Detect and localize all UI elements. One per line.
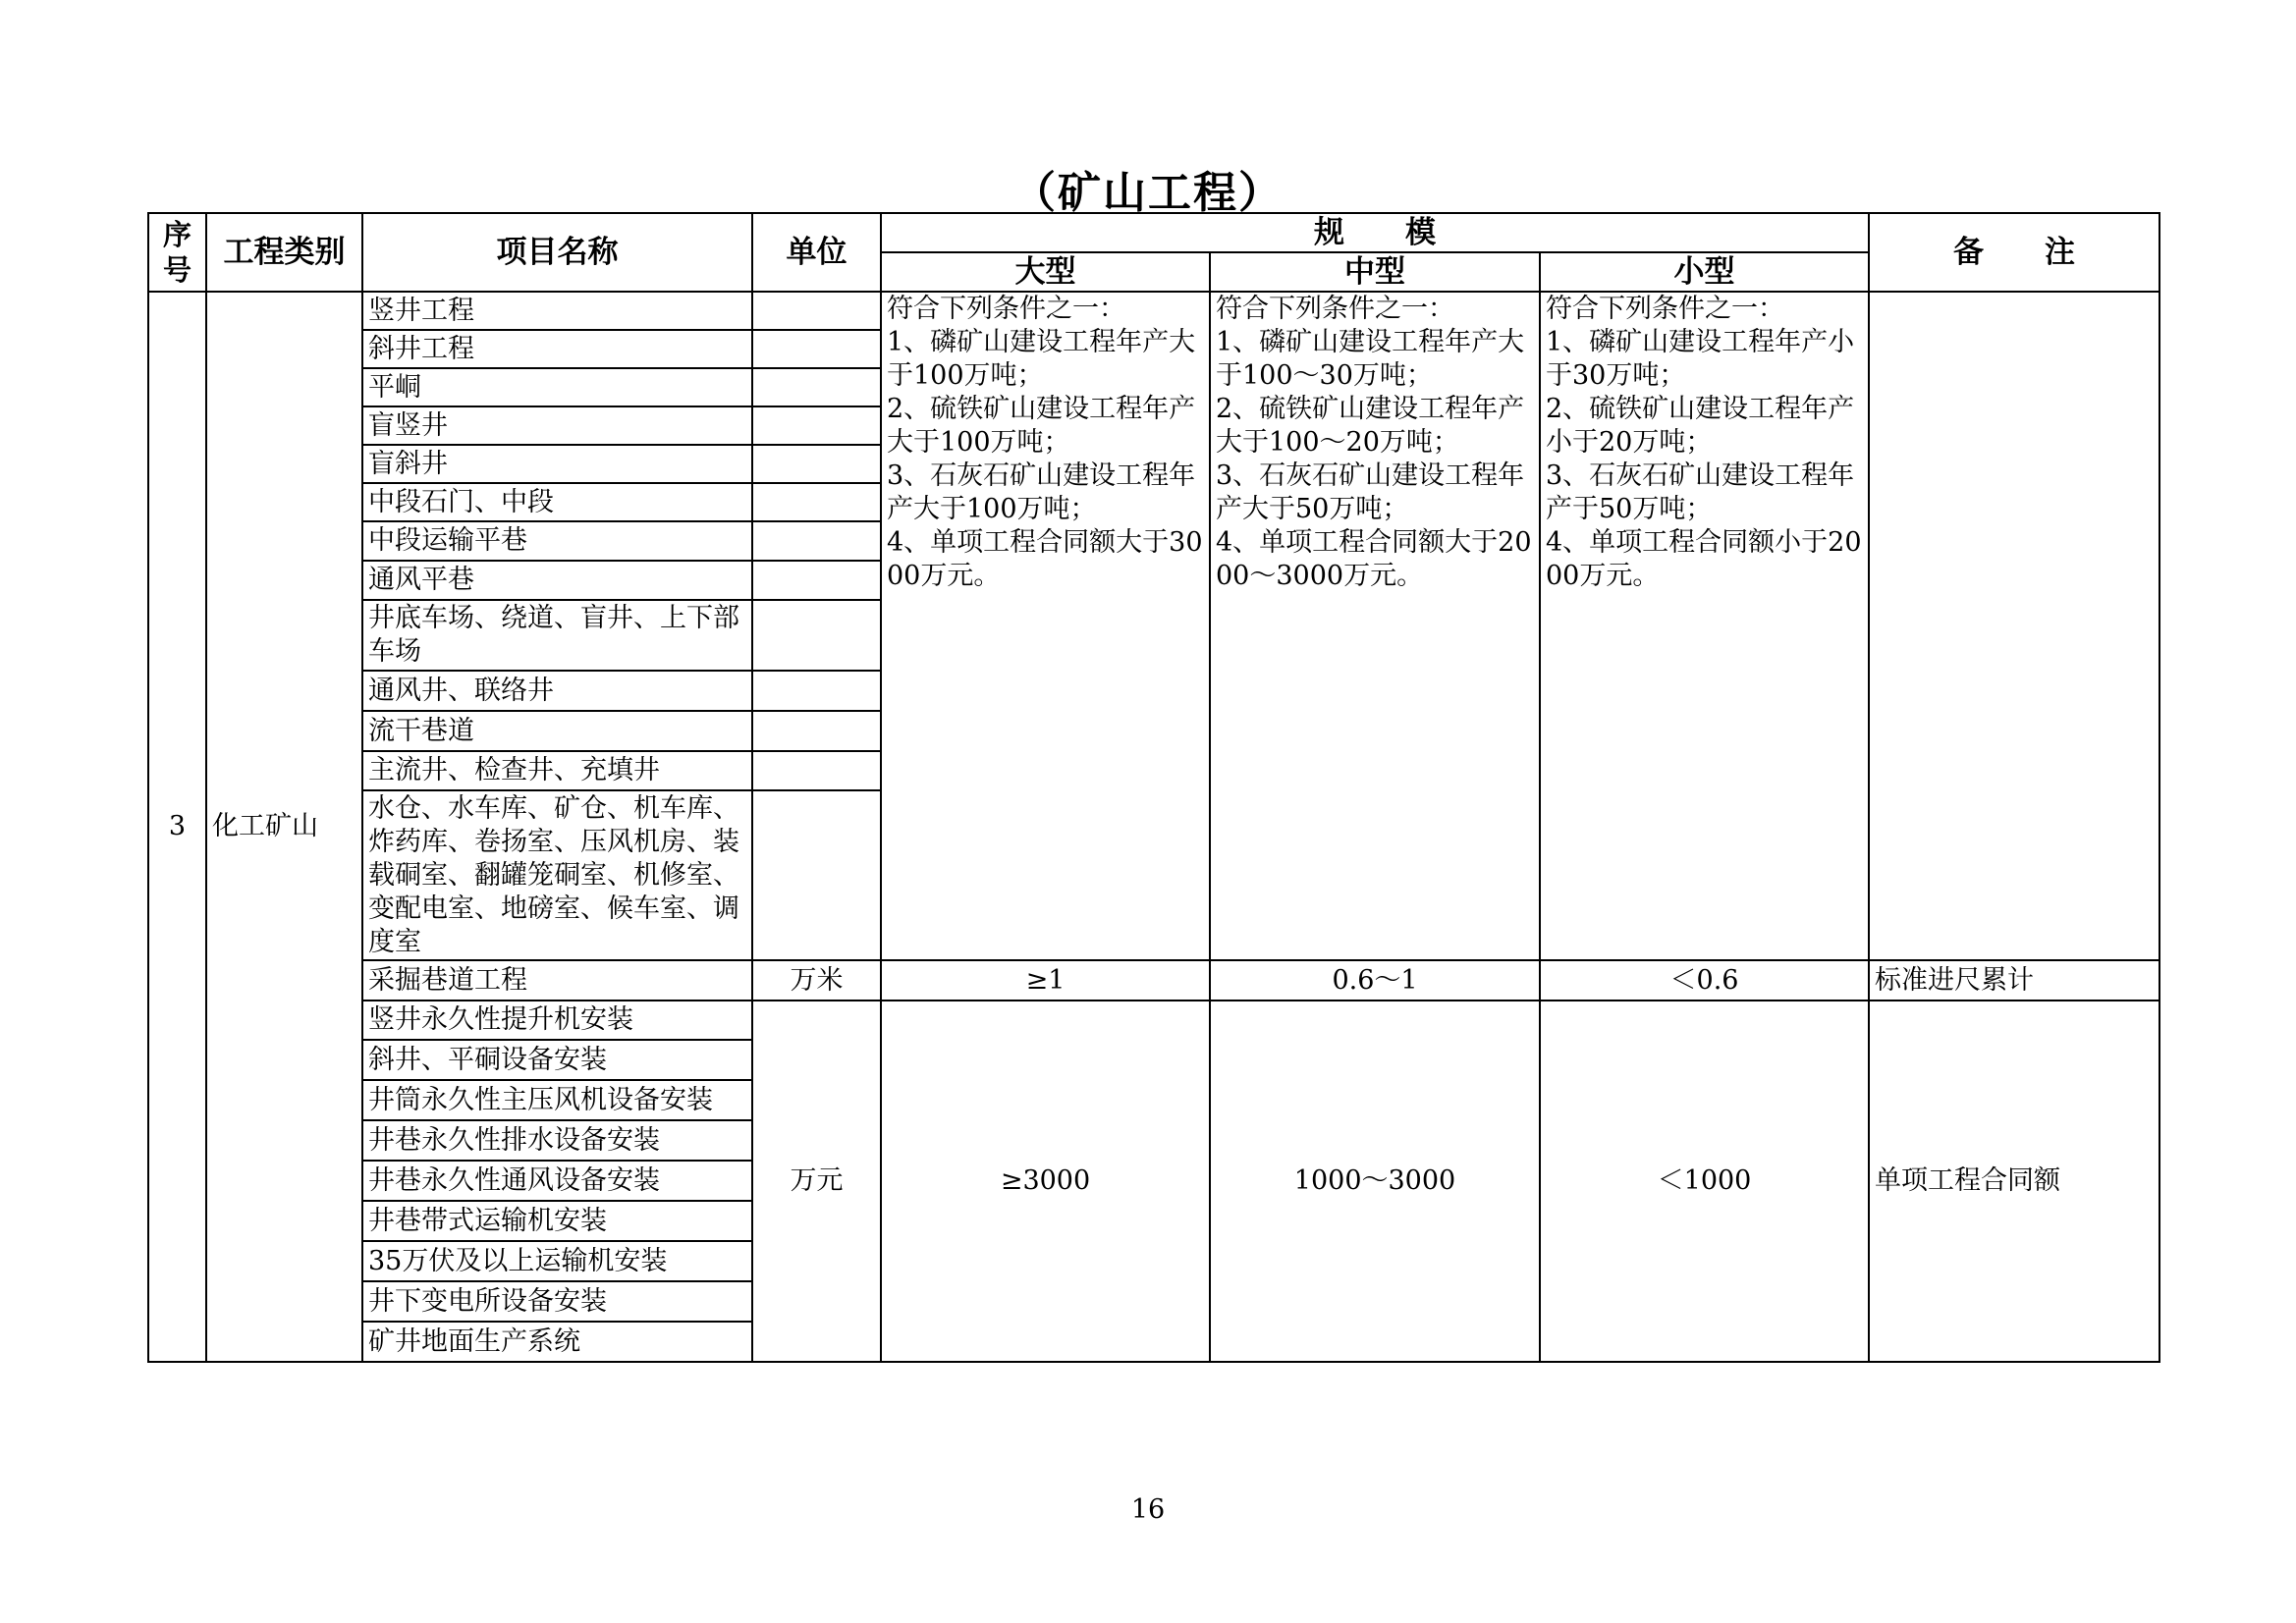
group2-large: ≥1	[881, 960, 1210, 1001]
group2-unit: 万米	[752, 960, 881, 1001]
unit-cell	[752, 790, 881, 960]
group1-remark	[1869, 292, 2159, 960]
header-item: 项目名称	[362, 213, 752, 292]
item-name: 竖井工程	[362, 292, 752, 330]
unit-cell	[752, 521, 881, 561]
header-unit: 单位	[752, 213, 881, 292]
item-name: 中段石门、中段	[362, 483, 752, 521]
unit-cell	[752, 483, 881, 521]
unit-cell	[752, 292, 881, 330]
item-name: 井巷永久性通风设备安装	[362, 1161, 752, 1201]
unit-cell	[752, 711, 881, 751]
unit-cell	[752, 671, 881, 711]
item-name: 中段运输平巷	[362, 521, 752, 561]
item-name: 井筒永久性主压风机设备安装	[362, 1080, 752, 1120]
header-seq: 序号	[148, 213, 206, 292]
row-category: 化工矿山	[206, 292, 362, 1362]
header-scale: 规 模	[881, 213, 1869, 252]
item-name: 斜井工程	[362, 330, 752, 368]
item-name: 井巷永久性排水设备安装	[362, 1120, 752, 1161]
group3-unit: 万元	[752, 1001, 881, 1362]
page-number: 16	[1130, 1494, 1166, 1525]
item-name: 通风井、联络井	[362, 671, 752, 711]
group2-medium: 0.6～1	[1210, 960, 1540, 1001]
header-remark: 备 注	[1869, 213, 2159, 292]
item-name: 井下变电所设备安装	[362, 1281, 752, 1322]
group1-large: 符合下列条件之一： 1、磷矿山建设工程年产大于100万吨； 2、硫铁矿山建设工程年产大于100万吨； 3、石灰石矿山建设工程年产大于100万吨； 4、单项工程合同额大于3000万元。	[881, 292, 1210, 960]
mining-scale-table	[147, 212, 2160, 1363]
unit-cell	[752, 406, 881, 445]
item-name: 盲竖井	[362, 406, 752, 445]
item-name: 矿井地面生产系统	[362, 1322, 752, 1362]
group1-medium: 符合下列条件之一： 1、磷矿山建设工程年产大于100～30万吨； 2、硫铁矿山建设工程年产大于100～20万吨； 3、石灰石矿山建设工程年产大于50万吨； 4、单项工程合同额大于2000～3000万元。	[1210, 292, 1540, 960]
header-large: 大型	[881, 252, 1210, 292]
group3-remark: 单项工程合同额	[1869, 1001, 2159, 1362]
item-name: 斜井、平硐设备安装	[362, 1040, 752, 1080]
row-seq: 3	[148, 292, 206, 1362]
group3-large: ≥3000	[881, 1001, 1210, 1362]
group2-remark: 标准进尺累计	[1869, 960, 2159, 1001]
group2-small: ＜0.6	[1540, 960, 1869, 1001]
item-name: 通风平巷	[362, 561, 752, 600]
header-medium: 中型	[1210, 252, 1540, 292]
item-name: 盲斜井	[362, 445, 752, 483]
item-name: 竖井永久性提升机安装	[362, 1001, 752, 1040]
unit-cell	[752, 751, 881, 790]
item-name: 流干巷道	[362, 711, 752, 751]
group1-small: 符合下列条件之一： 1、磷矿山建设工程年产小于30万吨； 2、硫铁矿山建设工程年产小于20万吨； 3、石灰石矿山建设工程年产于50万吨； 4、单项工程合同额小于2000万元。	[1540, 292, 1869, 960]
group3-small: ＜1000	[1540, 1001, 1869, 1362]
group3-medium: 1000～3000	[1210, 1001, 1540, 1362]
unit-cell	[752, 368, 881, 406]
page-title: （矿山工程）	[1012, 168, 1284, 218]
item-name: 采掘巷道工程	[362, 960, 752, 1001]
item-name: 主流井、检查井、充填井	[362, 751, 752, 790]
item-name: 平峒	[362, 368, 752, 406]
item-name: 井底车场、绕道、盲井、上下部车场	[362, 600, 752, 671]
unit-cell	[752, 561, 881, 600]
unit-cell	[752, 445, 881, 483]
item-name: 井巷带式运输机安装	[362, 1201, 752, 1241]
item-name: 水仓、水车库、矿仓、机车库、炸药库、卷扬室、压风机房、装载硐室、翻罐笼硐室、机修室、变配电室、地磅室、候车室、调度室	[362, 790, 752, 960]
unit-cell	[752, 330, 881, 368]
header-small: 小型	[1540, 252, 1869, 292]
unit-cell	[752, 600, 881, 671]
item-name: 35万伏及以上运输机安装	[362, 1241, 752, 1281]
header-category: 工程类别	[206, 213, 362, 292]
